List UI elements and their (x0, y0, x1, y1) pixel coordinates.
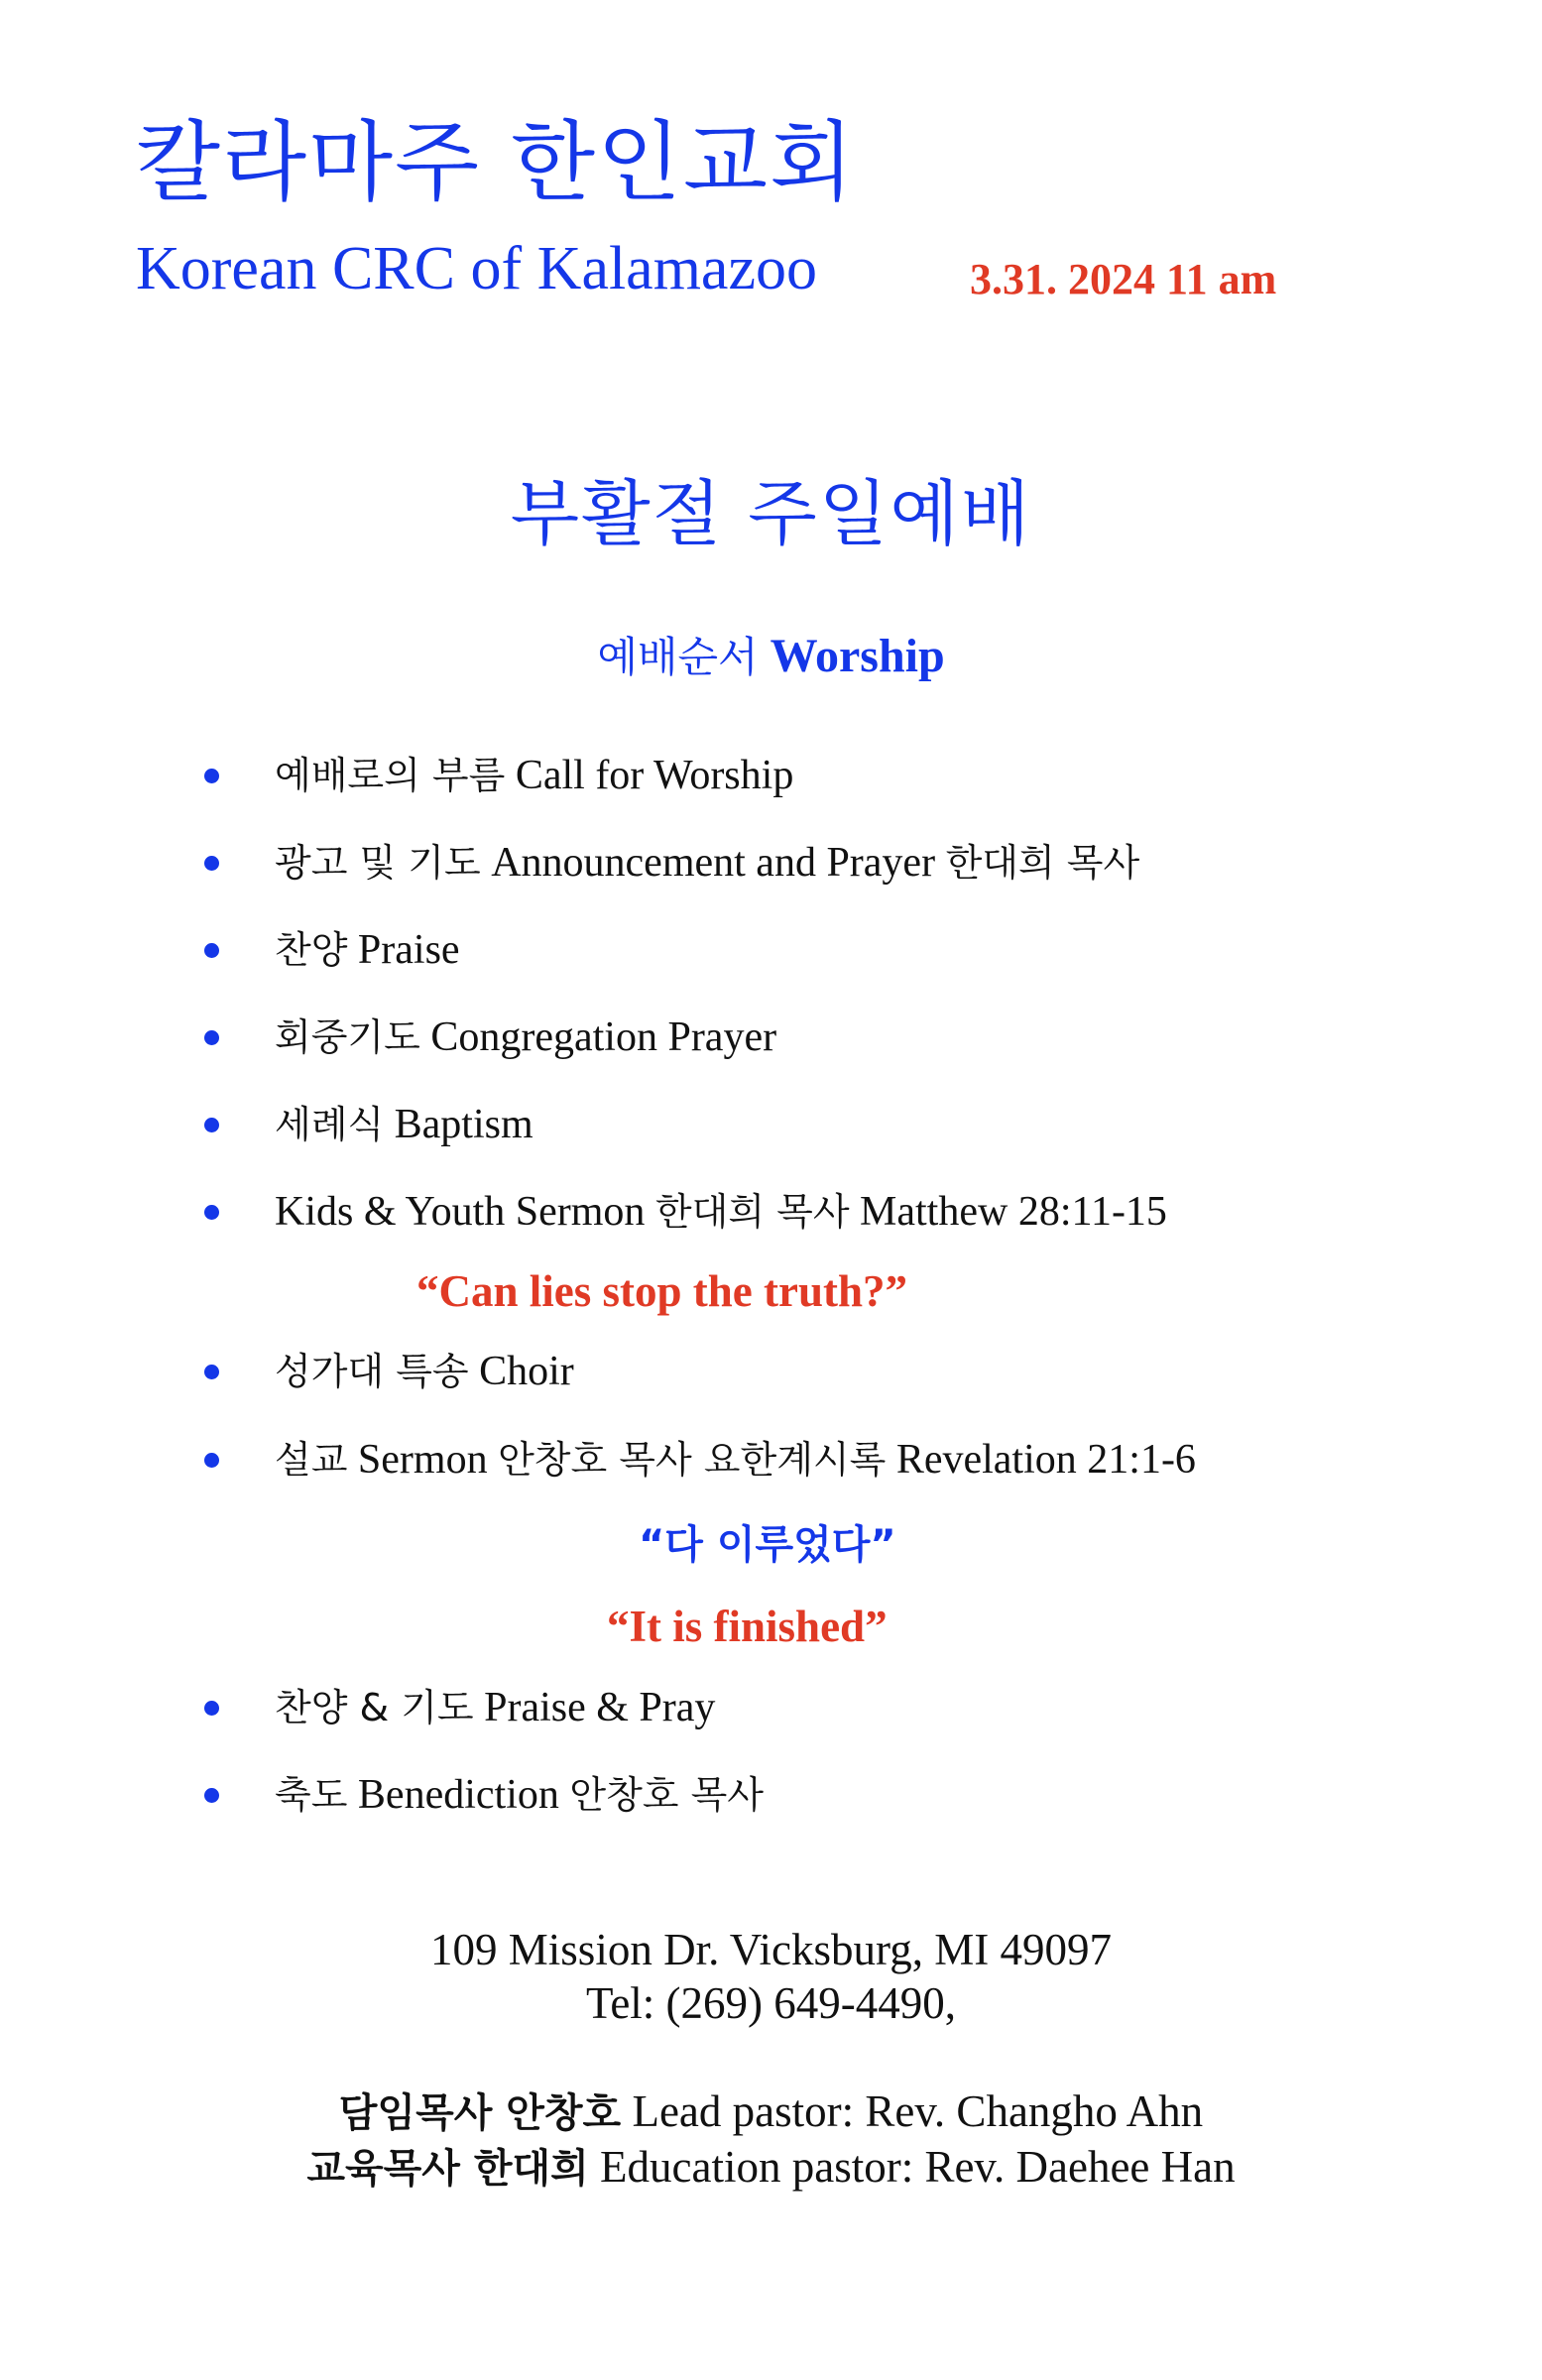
order-item-call-for-worship (204, 746, 793, 805)
order-item-text: 광고 및 기도 Announcement and Prayer 한대희 목사 (275, 840, 1140, 886)
order-item-praise (204, 920, 460, 980)
church-address: 109 Mission Dr. Vicksburg, MI 49097 (430, 1925, 1112, 1974)
bullet-icon (204, 1701, 219, 1716)
lead-pastor-korean: 담임목사 안창호 (338, 2090, 622, 2136)
order-item-text: 설교 Sermon 안창호 목사 요한계시록 Revelation 21:1-6 (275, 1437, 1196, 1483)
order-heading-korean: 예배순서 (597, 633, 759, 681)
education-pastor-english: Education pastor: Rev. Daehee Han (600, 2142, 1236, 2192)
order-item-text: 찬양 Praise (275, 927, 460, 973)
lead-pastor-line (0, 2086, 1542, 2136)
order-heading-english: Worship (770, 630, 945, 682)
lead-pastor-english: Lead pastor: Rev. Changho Ahn (632, 2086, 1204, 2136)
sermon-quote-english: “It is finished” (607, 1602, 888, 1651)
order-item-text: 예배로의 부름 Call for Worship (275, 753, 794, 798)
bullet-icon (204, 1118, 219, 1132)
bullet-icon (204, 856, 219, 871)
bullet-icon (204, 769, 219, 783)
bullet-icon (204, 1788, 219, 1803)
order-of-worship-heading (0, 630, 1542, 682)
church-name-english: Korean CRC of Kalamazoo (136, 235, 817, 302)
church-telephone: Tel: (269) 649-4490, (585, 1978, 957, 2028)
order-item-choir (204, 1342, 574, 1401)
order-item-text: 세례식 Baptism (275, 1102, 534, 1147)
order-item-sermon (204, 1430, 1196, 1489)
education-pastor-line (0, 2142, 1542, 2192)
order-item-announcement-prayer (204, 833, 1139, 892)
bullet-icon (204, 1365, 219, 1379)
service-date-time: 3.31. 2024 11 am (970, 255, 1277, 303)
bullet-icon (204, 1030, 219, 1045)
order-item-praise-pray (204, 1678, 715, 1737)
bullet-icon (204, 943, 219, 958)
bullet-icon (204, 1453, 219, 1468)
order-item-congregation-prayer (204, 1008, 776, 1067)
order-item-baptism (204, 1095, 534, 1154)
order-item-text: 회중기도 Congregation Prayer (275, 1014, 777, 1060)
order-item-text: 찬양 & 기도 Praise & Pray (275, 1685, 716, 1730)
service-title: 부활절 주일예배 (510, 472, 1032, 555)
order-item-benediction (204, 1765, 764, 1825)
church-name-korean: 칼라마주 한인교회 (136, 111, 857, 213)
order-item-kids-youth-sermon (204, 1182, 1167, 1242)
order-item-text: 축도 Benediction 안창호 목사 (275, 1772, 764, 1818)
order-item-text: 성가대 특송 Choir (275, 1349, 574, 1394)
order-item-text: Kids & Youth Sermon 한대희 목사 Matthew 28:11-15 (275, 1189, 1167, 1235)
kids-sermon-quote: “Can lies stop the truth?” (416, 1266, 908, 1316)
sermon-quote-korean: “다 이루었다” (639, 1522, 896, 1568)
education-pastor-korean: 교육목사 한대희 (306, 2146, 589, 2192)
bullet-icon (204, 1205, 219, 1220)
